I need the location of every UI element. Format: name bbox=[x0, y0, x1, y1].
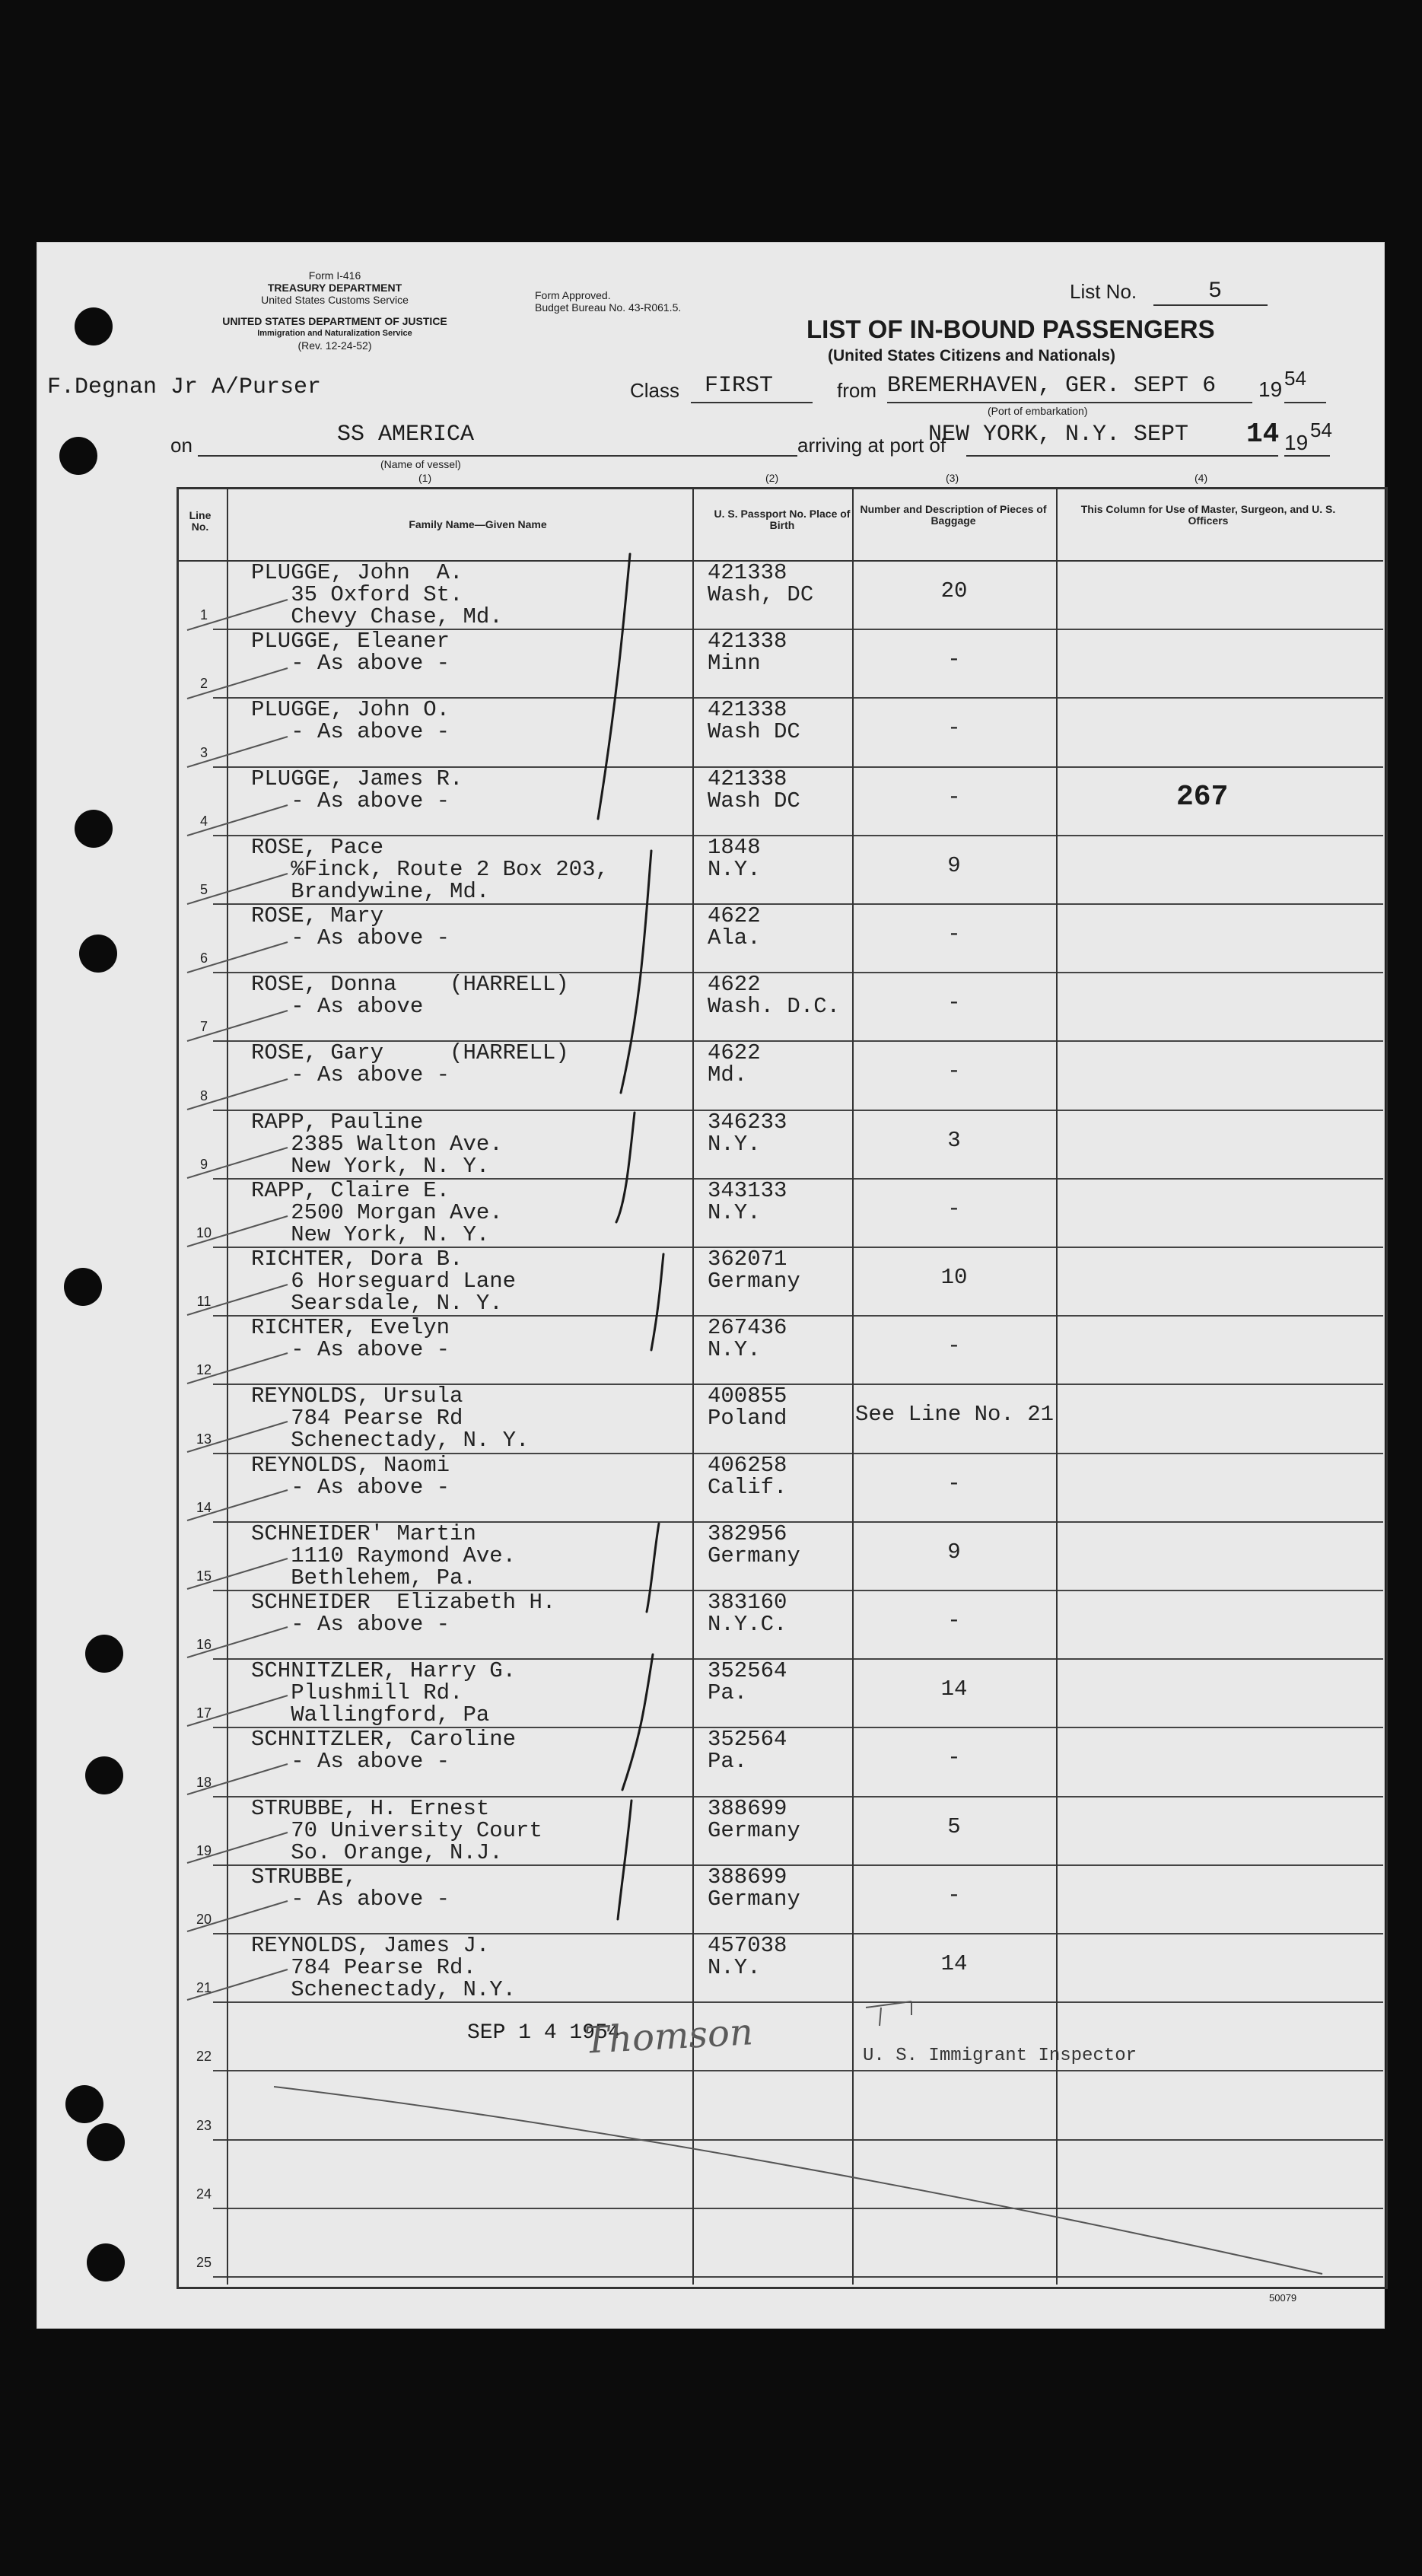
line-number: 12 bbox=[196, 1362, 212, 1378]
line-number: 25 bbox=[196, 2255, 212, 2270]
passenger-name: PLUGGE, John A. 35 Oxford St. Chevy Chase, Md. bbox=[251, 560, 503, 629]
baggage-count: - bbox=[947, 1608, 961, 1633]
officer-number-267: 267 bbox=[1176, 781, 1229, 814]
line-number: 16 bbox=[196, 1637, 212, 1653]
baggage-count: 9 bbox=[947, 852, 961, 878]
line-number: 21 bbox=[196, 1980, 212, 1996]
punch-hole bbox=[75, 810, 113, 848]
line-number: 23 bbox=[196, 2117, 212, 2133]
line-number: 6 bbox=[199, 950, 208, 966]
baggage-count: 14 bbox=[940, 1951, 968, 1976]
col-4-marker: (4) bbox=[1195, 472, 1208, 484]
passport-birthplace: 388699 Germany bbox=[708, 1795, 800, 1843]
page-subtitle: (United States Citizens and Nationals) bbox=[828, 347, 1116, 365]
passenger-name: SCHNITZLER, Caroline - As above - bbox=[251, 1727, 517, 1775]
footer-code: 50079 bbox=[1269, 2292, 1297, 2304]
col-3-marker: (3) bbox=[946, 472, 959, 484]
baggage-count: - bbox=[947, 1059, 961, 1084]
baggage-count: - bbox=[947, 1333, 961, 1359]
line-number: 14 bbox=[196, 1499, 212, 1515]
punch-hole bbox=[85, 1635, 123, 1673]
passenger-name: PLUGGE, Eleaner - As above - bbox=[251, 629, 450, 677]
passport-birthplace: 352564 Pa. bbox=[708, 1727, 787, 1775]
passenger-name: RICHTER, Dora B. 6 Horseguard Lane Searsdale, N. Y. bbox=[251, 1247, 517, 1316]
baggage-count: - bbox=[947, 990, 961, 1016]
class-label: Class bbox=[630, 379, 680, 402]
on-label: on bbox=[170, 434, 192, 457]
passenger-name: RAPP, Pauline 2385 Walton Ave. New York, N. Y. bbox=[251, 1109, 503, 1179]
line-number: 8 bbox=[199, 1087, 208, 1103]
line-number: 13 bbox=[196, 1431, 212, 1447]
page-title: LIST OF IN-BOUND PASSENGERS bbox=[806, 315, 1215, 343]
line-number: 1 bbox=[199, 607, 208, 623]
punch-hole bbox=[79, 935, 117, 973]
embarkation-port: BREMERHAVEN, GER. SEPT 6 bbox=[887, 373, 1217, 399]
baggage-count: See Line No. 21 bbox=[855, 1402, 1055, 1428]
passenger-name: ROSE, Donna (HARRELL) - As above bbox=[251, 972, 569, 1020]
manifest-page bbox=[37, 242, 1385, 2329]
punch-hole bbox=[75, 307, 113, 345]
header-line-no: Line No. bbox=[189, 509, 212, 533]
line-number: 18 bbox=[196, 1774, 212, 1790]
budget-bureau: Budget Bureau No. 43-R061.5. bbox=[535, 301, 682, 314]
line-number: 9 bbox=[199, 1156, 208, 1172]
line-number: 7 bbox=[199, 1019, 208, 1035]
punch-hole bbox=[59, 437, 97, 475]
baggage-count: 10 bbox=[940, 1265, 968, 1290]
year-suffix: 54 bbox=[1284, 367, 1306, 390]
justice-dept: UNITED STATES DEPARTMENT OF JUSTICE bbox=[222, 315, 447, 327]
arriving-label: arriving at port of bbox=[797, 434, 946, 457]
passenger-name: STRUBBE, - As above - bbox=[251, 1864, 450, 1912]
line-number: 17 bbox=[196, 1705, 212, 1721]
passport-birthplace: 421338 Minn bbox=[708, 629, 787, 677]
class-value: FIRST bbox=[705, 373, 774, 399]
passenger-name: ROSE, Gary (HARRELL) - As above - bbox=[251, 1040, 569, 1088]
baggage-count: - bbox=[947, 1470, 961, 1496]
list-no-value: 5 bbox=[1208, 279, 1223, 304]
arrival-port: NEW YORK, N.Y. SEPT bbox=[928, 422, 1189, 447]
passport-birthplace: 400855 Poland bbox=[708, 1384, 787, 1431]
vessel-caption: (Name of vessel) bbox=[380, 458, 461, 470]
passport-birthplace: 382956 Germany bbox=[708, 1520, 800, 1568]
punch-hole bbox=[85, 1756, 123, 1794]
punch-hole bbox=[64, 1268, 102, 1306]
passenger-name: REYNOLDS, Naomi - As above - bbox=[251, 1452, 450, 1500]
year-prefix: 19 bbox=[1258, 377, 1283, 401]
passport-birthplace: 421338 Wash DC bbox=[708, 697, 800, 745]
passport-birthplace: 267436 N.Y. bbox=[708, 1315, 787, 1363]
form-approved-text: Form Approved. bbox=[535, 289, 611, 301]
passport-birthplace: 362071 Germany bbox=[708, 1247, 800, 1294]
treasury-dept: TREASURY DEPARTMENT bbox=[267, 282, 402, 294]
passport-birthplace: 352564 Pa. bbox=[708, 1658, 787, 1706]
passport-birthplace: 457038 N.Y. bbox=[708, 1933, 787, 1980]
passport-birthplace: 1848 N.Y. bbox=[708, 834, 761, 882]
line-number: 22 bbox=[196, 2049, 212, 2065]
header-passport: U. S. Passport No. Place of Birth bbox=[714, 508, 851, 531]
list-no-label: List No. bbox=[1070, 280, 1137, 303]
ins-service: Immigration and Naturalization Service bbox=[257, 329, 412, 338]
punch-hole bbox=[87, 2123, 125, 2161]
passport-birthplace: 343133 N.Y. bbox=[708, 1177, 787, 1225]
customs-service: United States Customs Service bbox=[261, 294, 409, 306]
line-number: 19 bbox=[196, 1842, 212, 1858]
embarkation-caption: (Port of embarkation) bbox=[988, 405, 1088, 417]
baggage-count: 14 bbox=[940, 1676, 968, 1702]
passenger-name: SCHNITZLER, Harry G. Plushmill Rd. Wallingford, Pa bbox=[251, 1658, 517, 1728]
from-label: from bbox=[837, 379, 876, 402]
baggage-count: 20 bbox=[940, 578, 968, 603]
passport-birthplace: 421338 Wash, DC bbox=[708, 560, 814, 607]
passenger-name: PLUGGE, James R. - As above - bbox=[251, 766, 463, 814]
inspector-title: U. S. Immigrant Inspector bbox=[863, 2046, 1137, 2066]
purser-name: F.Degnan Jr A/Purser bbox=[47, 374, 322, 400]
passenger-name: RICHTER, Evelyn - As above - bbox=[251, 1315, 450, 1363]
pencil-marks bbox=[37, 242, 1385, 2329]
baggage-count: - bbox=[947, 647, 961, 673]
line-number: 10 bbox=[196, 1225, 212, 1240]
line-number: 20 bbox=[196, 1912, 212, 1927]
passenger-name: ROSE, Mary - As above - bbox=[251, 903, 450, 950]
punch-hole bbox=[65, 2085, 103, 2123]
passenger-name: PLUGGE, John O. - As above - bbox=[251, 697, 450, 745]
col-1-marker: (1) bbox=[418, 472, 432, 484]
passport-birthplace: 4622 Md. bbox=[708, 1040, 761, 1088]
baggage-count: - bbox=[947, 784, 961, 810]
header-baggage: Number and Description of Pieces of Baggage bbox=[860, 503, 1047, 527]
passenger-name: REYNOLDS, Ursula 784 Pearse Rd Schenectady, N. Y. bbox=[251, 1384, 530, 1454]
baggage-count: - bbox=[947, 1882, 961, 1908]
passenger-name: RAPP, Claire E. 2500 Morgan Ave. New York, N. Y. bbox=[251, 1177, 503, 1247]
passenger-name: ROSE, Pace %Finck, Route 2 Box 203, Brandywine, Md. bbox=[251, 834, 609, 904]
inspector-signature: Thomson bbox=[583, 2011, 755, 2062]
baggage-count: - bbox=[947, 1196, 961, 1221]
baggage-count: 9 bbox=[947, 1539, 961, 1565]
passport-birthplace: 346233 N.Y. bbox=[708, 1109, 787, 1157]
line-number: 15 bbox=[196, 1568, 212, 1584]
passport-birthplace: 4622 Wash. D.C. bbox=[708, 972, 841, 1020]
passenger-name: REYNOLDS, James J. 784 Pearse Rd. Schenectady, N.Y. bbox=[251, 1933, 517, 2002]
col-2-marker: (2) bbox=[765, 472, 779, 484]
header-name: Family Name—Given Name bbox=[409, 518, 547, 530]
passport-birthplace: 4622 Ala. bbox=[708, 903, 761, 950]
arrival-day: 14 bbox=[1246, 419, 1280, 450]
baggage-count: - bbox=[947, 1745, 961, 1771]
baggage-count: 5 bbox=[947, 1813, 961, 1839]
passport-birthplace: 388699 Germany bbox=[708, 1864, 800, 1912]
line-number: 4 bbox=[199, 813, 208, 829]
baggage-count: - bbox=[947, 922, 961, 947]
punch-hole bbox=[87, 2243, 125, 2281]
passport-birthplace: 383160 N.Y.C. bbox=[708, 1590, 787, 1637]
form-number: Form I-416 bbox=[308, 269, 361, 282]
passport-birthplace: 406258 Calif. bbox=[708, 1452, 787, 1500]
passenger-name: SCHNEIDER Elizabeth H. - As above - bbox=[251, 1590, 556, 1637]
header-officers: This Column for Use of Master, Surgeon, and U. S. Officers bbox=[1080, 503, 1336, 527]
line-number: 2 bbox=[199, 676, 208, 692]
revision-date: (Rev. 12-24-52) bbox=[297, 339, 372, 352]
vessel-name: SS AMERICA bbox=[337, 422, 475, 447]
line-number: 3 bbox=[199, 744, 208, 760]
inspection-date-stamp: SEP 1 4 1954 bbox=[467, 2021, 621, 2045]
baggage-count: - bbox=[947, 715, 961, 741]
line-number: 11 bbox=[196, 1294, 212, 1310]
baggage-count: 3 bbox=[947, 1127, 961, 1153]
passenger-name: STRUBBE, H. Ernest 70 University Court So. Orange, N.J. bbox=[251, 1795, 542, 1865]
line-number: 24 bbox=[196, 2186, 212, 2202]
passport-birthplace: 421338 Wash DC bbox=[708, 766, 800, 814]
arrival-year-prefix: 19 bbox=[1284, 431, 1309, 454]
passenger-name: SCHNEIDER' Martin 1110 Raymond Ave. Bethlehem, Pa. bbox=[251, 1520, 517, 1590]
line-number: 5 bbox=[199, 882, 208, 897]
arrival-year-suffix: 54 bbox=[1310, 419, 1332, 441]
